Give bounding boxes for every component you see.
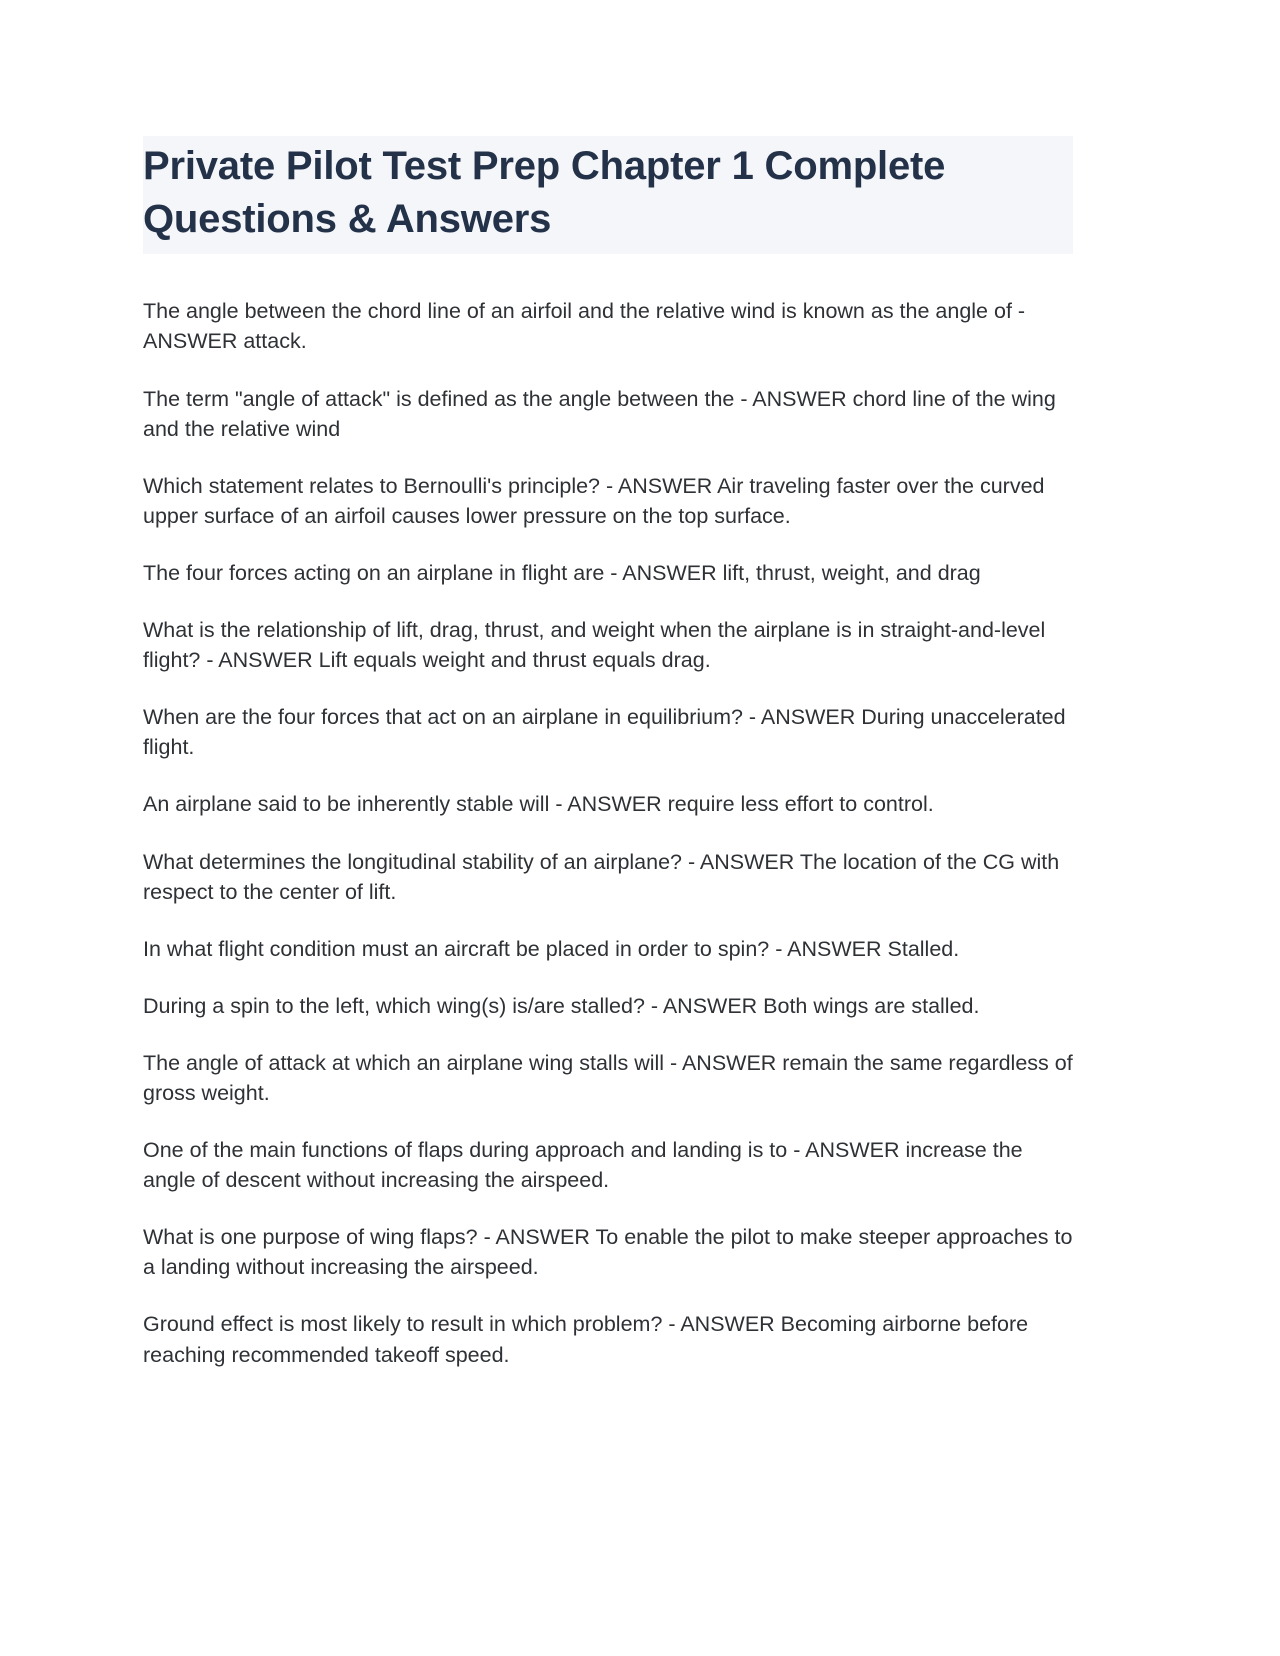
qa-item: An airplane said to be inherently stable will - ANSWER require less effort to control. [143, 792, 934, 817]
qa-item: During a spin to the left, which wing(s) is/are stalled? - ANSWER Both wings are stalled. [143, 993, 980, 1018]
qa-item: What is the relationship of lift, drag, thrust, and weight when the airplane is in straight-and-level flight? - ANSWER Lift equals weight and thrust equals drag. [143, 618, 1046, 673]
qa-item: What is one purpose of wing flaps? - ANSWER To enable the pilot to make steeper approaches to a landing without increasing the airspeed. [143, 1225, 1073, 1280]
qa-list [143, 296, 1073, 1369]
qa-item: The four forces acting on an airplane in flight are - ANSWER lift, thrust, weight, and drag [143, 560, 981, 585]
qa-item: Ground effect is most likely to result in which problem? - ANSWER Becoming airborne before reaching recommended takeoff speed. [143, 1312, 1029, 1367]
qa-item: The angle of attack at which an airplane wing stalls will - ANSWER remain the same regardless of gross weight. [143, 1050, 1073, 1105]
page-title: Private Pilot Test Prep Chapter 1 Complete Questions & Answers [143, 136, 1073, 254]
qa-item: One of the main functions of flaps during approach and landing is to - ANSWER increase the angle of descent without increasing the airspeed. [143, 1138, 1023, 1193]
qa-item: The angle between the chord line of an airfoil and the relative wind is known as the angle of - ANSWER attack. [143, 299, 1026, 354]
qa-item: Which statement relates to Bernoulli's principle? - ANSWER Air traveling faster over the curved upper surface of an airfoil causes lower pressure on the top surface. [143, 473, 1045, 528]
qa-item: What determines the longitudinal stability of an airplane? - ANSWER The location of the CG with respect to the center of lift. [143, 849, 1060, 904]
qa-item: The term "angle of attack" is defined as the angle between the - ANSWER chord line of the wing and the relative wind [143, 386, 1056, 441]
document-content [143, 136, 1073, 1370]
qa-item: In what flight condition must an aircraft be placed in order to spin? - ANSWER Stalled. [143, 936, 960, 961]
qa-item: When are the four forces that act on an airplane in equilibrium? - ANSWER During unaccelerated flight. [143, 705, 1066, 760]
